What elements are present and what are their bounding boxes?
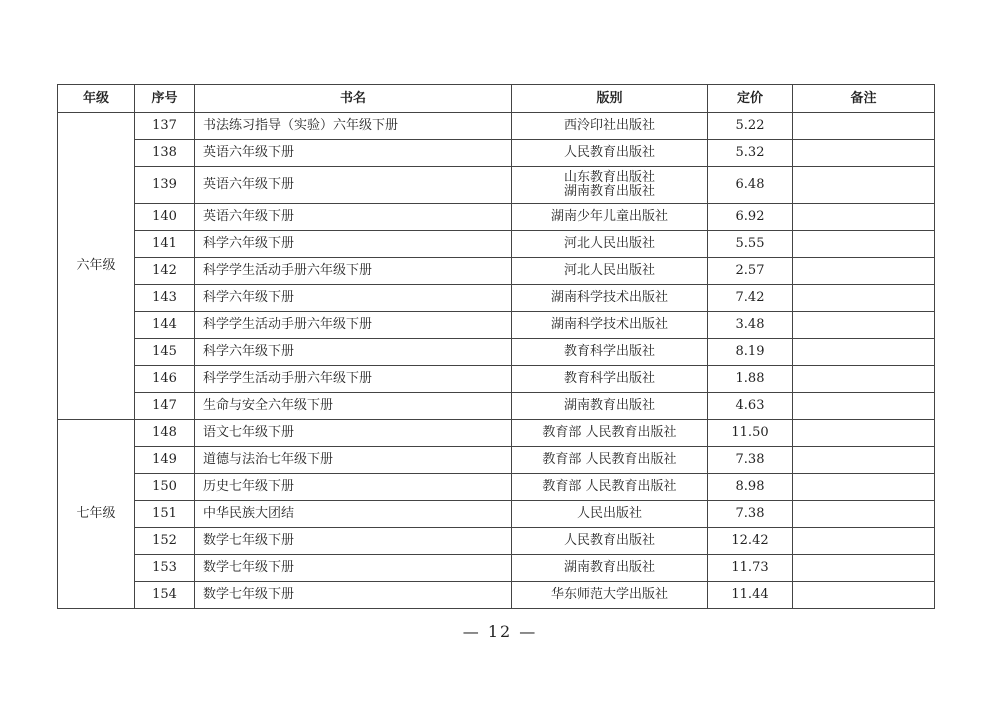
title-cell: 英语六年级下册 xyxy=(195,140,512,167)
title-cell: 科学六年级下册 xyxy=(195,285,512,312)
seq-cell: 141 xyxy=(135,231,195,258)
table-row xyxy=(58,555,935,582)
price-cell: 12.42 xyxy=(708,528,793,555)
table-row xyxy=(58,501,935,528)
publisher-cell xyxy=(512,167,708,204)
price-cell: 4.63 xyxy=(708,393,793,420)
title-cell: 科学学生活动手册六年级下册 xyxy=(195,366,512,393)
textbook-price-table xyxy=(57,84,935,609)
publisher-cell xyxy=(512,312,708,339)
note-cell xyxy=(793,528,935,555)
publisher-name: 华东师范大学出版社 xyxy=(550,587,668,602)
price-cell: 11.50 xyxy=(708,420,793,447)
publisher-cell xyxy=(512,140,708,167)
table-row xyxy=(58,285,935,312)
publisher-cell xyxy=(512,285,708,312)
publisher-cell xyxy=(512,501,708,528)
note-cell xyxy=(793,501,935,528)
note-cell xyxy=(793,474,935,501)
title-cell: 生命与安全六年级下册 xyxy=(195,393,512,420)
header-note: 备注 xyxy=(793,85,935,113)
title-cell: 英语六年级下册 xyxy=(195,204,512,231)
table-row xyxy=(58,528,935,555)
publisher-name: 湖南教育出版社 xyxy=(563,560,655,575)
publisher-cell xyxy=(512,204,708,231)
publisher-name: 湖南科学技术出版社 xyxy=(550,290,668,305)
title-cell: 英语六年级下册 xyxy=(195,167,512,204)
publisher-name: 教育科学出版社 xyxy=(563,371,655,386)
note-cell xyxy=(793,582,935,609)
price-cell: 7.38 xyxy=(708,501,793,528)
table-header-row xyxy=(58,85,935,113)
seq-cell: 142 xyxy=(135,258,195,285)
publisher-cell xyxy=(512,528,708,555)
header-grade: 年级 xyxy=(58,85,135,113)
publisher-cell xyxy=(512,555,708,582)
header-publisher: 版别 xyxy=(512,85,708,113)
note-cell xyxy=(793,555,935,582)
publisher-cell xyxy=(512,339,708,366)
table-row xyxy=(58,447,935,474)
title-cell: 书法练习指导（实验）六年级下册 xyxy=(195,113,512,140)
price-cell: 1.88 xyxy=(708,366,793,393)
seq-cell: 151 xyxy=(135,501,195,528)
title-cell: 道德与法治七年级下册 xyxy=(195,447,512,474)
price-cell: 11.73 xyxy=(708,555,793,582)
header-seq: 序号 xyxy=(135,85,195,113)
publisher-name: 教育部 人民教育出版社 xyxy=(542,425,677,440)
note-cell xyxy=(793,420,935,447)
publisher-name: 湖南教育出版社 xyxy=(563,398,655,413)
seq-cell: 138 xyxy=(135,140,195,167)
note-cell xyxy=(793,113,935,140)
table-row xyxy=(58,474,935,501)
publisher-name: 湖南教育出版社 xyxy=(563,184,655,199)
publisher-name: 教育部 人民教育出版社 xyxy=(542,452,677,467)
title-cell: 科学六年级下册 xyxy=(195,231,512,258)
publisher-cell xyxy=(512,582,708,609)
publisher-name: 山东教育出版社 xyxy=(563,170,655,185)
grade-cell: 七年级 xyxy=(58,420,135,609)
seq-cell: 140 xyxy=(135,204,195,231)
title-cell: 中华民族大团结 xyxy=(195,501,512,528)
note-cell xyxy=(793,393,935,420)
publisher-name: 河北人民出版社 xyxy=(563,263,655,278)
title-cell: 历史七年级下册 xyxy=(195,474,512,501)
price-cell: 3.48 xyxy=(708,312,793,339)
table-row xyxy=(58,204,935,231)
table-row xyxy=(58,231,935,258)
note-cell xyxy=(793,447,935,474)
note-cell xyxy=(793,204,935,231)
note-cell xyxy=(793,258,935,285)
publisher-name: 湖南少年儿童出版社 xyxy=(550,209,668,224)
note-cell xyxy=(793,167,935,204)
seq-cell: 139 xyxy=(135,167,195,204)
publisher-cell xyxy=(512,258,708,285)
publisher-cell xyxy=(512,113,708,140)
seq-cell: 146 xyxy=(135,366,195,393)
seq-cell: 145 xyxy=(135,339,195,366)
seq-cell: 144 xyxy=(135,312,195,339)
publisher-cell xyxy=(512,366,708,393)
publisher-cell xyxy=(512,231,708,258)
table-row xyxy=(58,366,935,393)
publisher-cell xyxy=(512,420,708,447)
note-cell xyxy=(793,285,935,312)
publisher-name: 西泠印社出版社 xyxy=(563,118,655,133)
note-cell xyxy=(793,339,935,366)
seq-cell: 137 xyxy=(135,113,195,140)
publisher-cell xyxy=(512,393,708,420)
seq-cell: 149 xyxy=(135,447,195,474)
publisher-name: 河北人民出版社 xyxy=(563,236,655,251)
grade-cell: 六年级 xyxy=(58,113,135,420)
table-row xyxy=(58,113,935,140)
seq-cell: 147 xyxy=(135,393,195,420)
note-cell xyxy=(793,231,935,258)
price-cell: 7.42 xyxy=(708,285,793,312)
price-cell: 6.48 xyxy=(708,167,793,204)
note-cell xyxy=(793,312,935,339)
table-row xyxy=(58,312,935,339)
publisher-name: 人民教育出版社 xyxy=(563,533,655,548)
publisher-name: 人民教育出版社 xyxy=(563,145,655,160)
price-cell: 5.55 xyxy=(708,231,793,258)
note-cell xyxy=(793,366,935,393)
price-cell: 2.57 xyxy=(708,258,793,285)
publisher-name: 湖南科学技术出版社 xyxy=(550,317,668,332)
publisher-name: 人民出版社 xyxy=(576,506,642,521)
title-cell: 数学七年级下册 xyxy=(195,582,512,609)
seq-cell: 148 xyxy=(135,420,195,447)
price-cell: 7.38 xyxy=(708,447,793,474)
table-row xyxy=(58,258,935,285)
table-row xyxy=(58,167,935,204)
header-title: 书名 xyxy=(195,85,512,113)
header-price: 定价 xyxy=(708,85,793,113)
table-row xyxy=(58,582,935,609)
title-cell: 数学七年级下册 xyxy=(195,528,512,555)
title-cell: 语文七年级下册 xyxy=(195,420,512,447)
title-cell: 数学七年级下册 xyxy=(195,555,512,582)
price-cell: 5.32 xyxy=(708,140,793,167)
seq-cell: 153 xyxy=(135,555,195,582)
title-cell: 科学六年级下册 xyxy=(195,339,512,366)
page-number: — 12 — xyxy=(462,622,538,641)
table-body xyxy=(58,113,935,609)
table-row xyxy=(58,393,935,420)
price-cell: 11.44 xyxy=(708,582,793,609)
title-cell: 科学学生活动手册六年级下册 xyxy=(195,312,512,339)
seq-cell: 152 xyxy=(135,528,195,555)
table-row xyxy=(58,140,935,167)
publisher-name: 教育科学出版社 xyxy=(563,344,655,359)
publisher-name: 教育部 人民教育出版社 xyxy=(542,479,677,494)
price-cell: 8.98 xyxy=(708,474,793,501)
seq-cell: 143 xyxy=(135,285,195,312)
price-cell: 8.19 xyxy=(708,339,793,366)
seq-cell: 150 xyxy=(135,474,195,501)
note-cell xyxy=(793,140,935,167)
seq-cell: 154 xyxy=(135,582,195,609)
publisher-cell xyxy=(512,474,708,501)
publisher-cell xyxy=(512,447,708,474)
table-row xyxy=(58,420,935,447)
title-cell: 科学学生活动手册六年级下册 xyxy=(195,258,512,285)
table-row xyxy=(58,339,935,366)
price-cell: 6.92 xyxy=(708,204,793,231)
price-cell: 5.22 xyxy=(708,113,793,140)
